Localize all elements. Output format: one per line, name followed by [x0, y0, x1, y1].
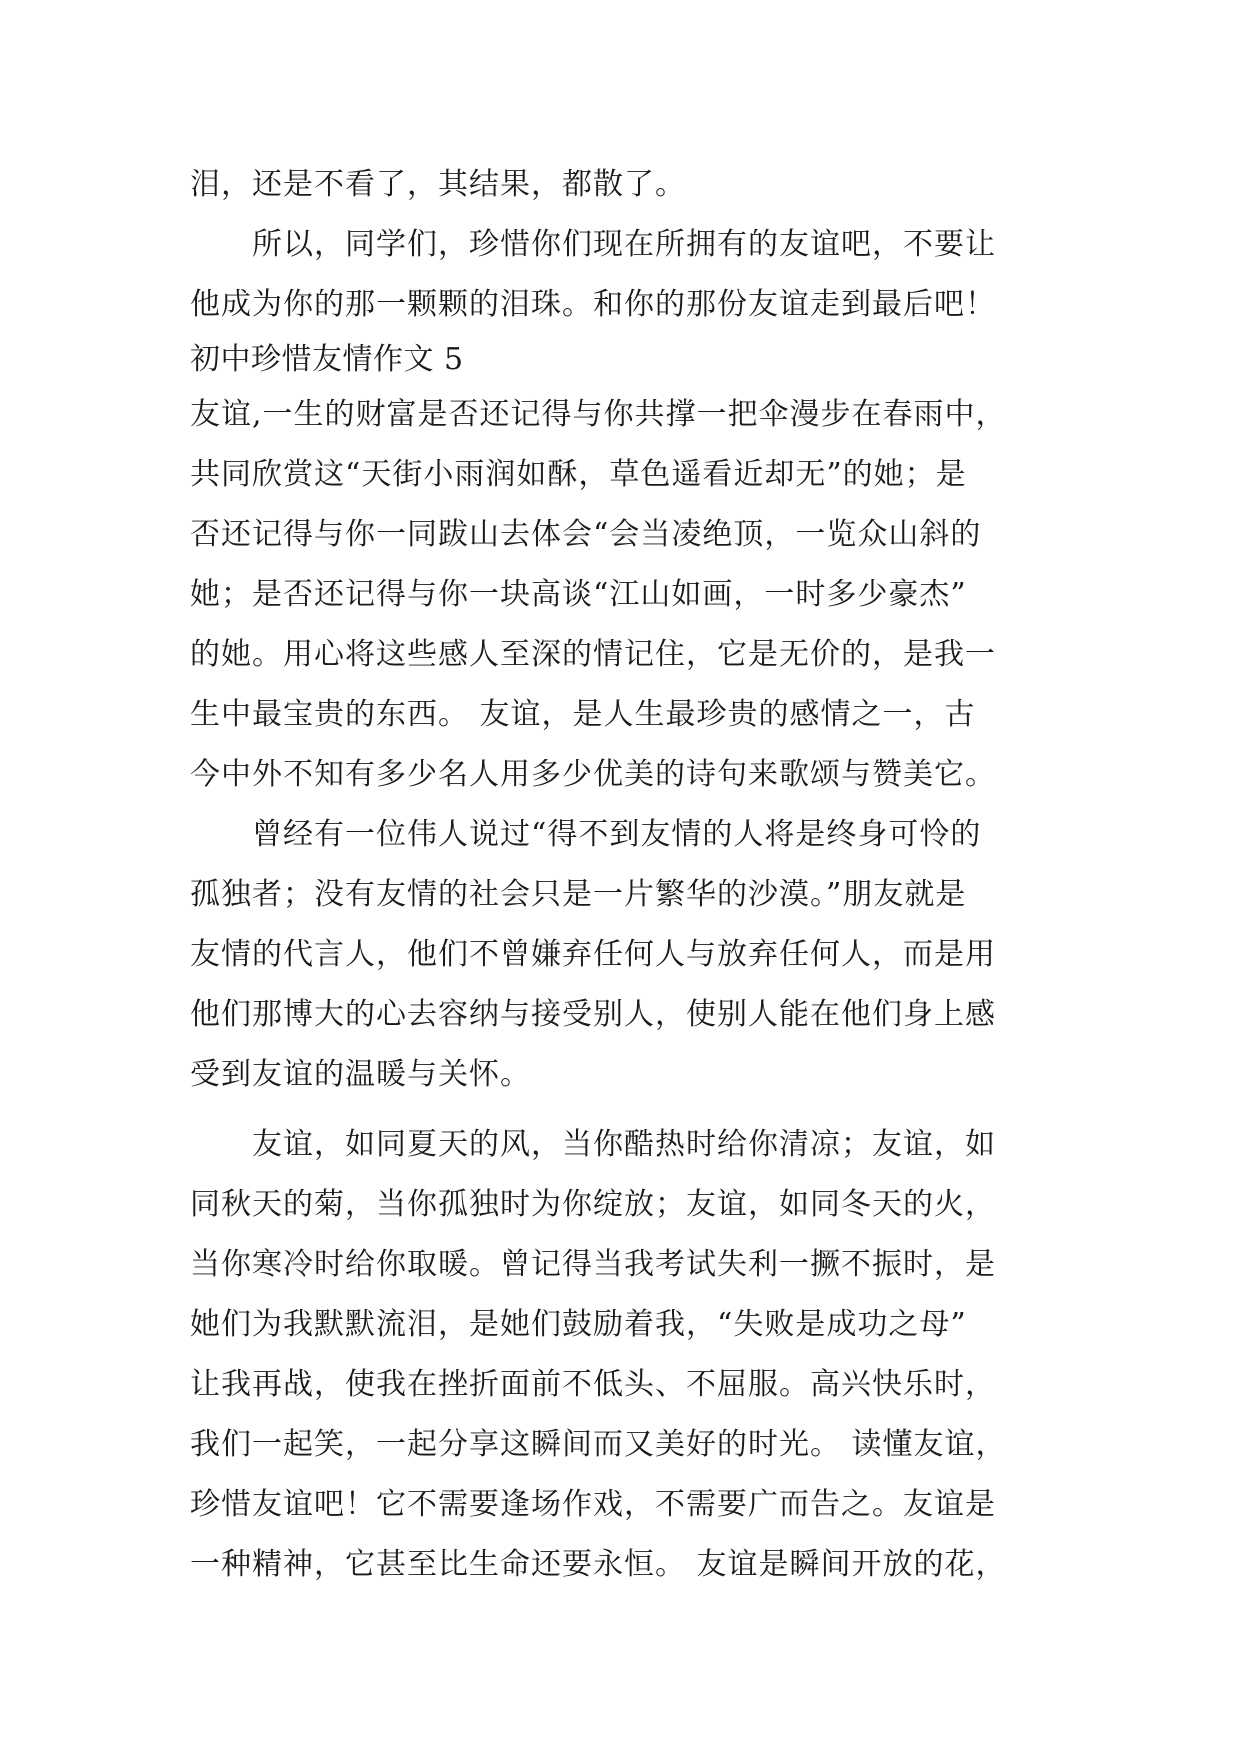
paragraph-line: 她；是否还记得与你一块高谈“江山如画，一时多少豪杰”: [190, 577, 967, 612]
paragraph-line: 今中外不知有多少名人用多少优美的诗句来歌颂与赞美它。: [190, 757, 996, 792]
paragraph-line: 珍惜友谊吧！它不需要逢场作戏，不需要广而告之。友谊是: [190, 1487, 996, 1522]
paragraph-line: 我们一起笑，一起分享这瞬间而又美好的时光。 读懂友谊，: [190, 1427, 1007, 1462]
paragraph-line: 共同欣赏这“天街小雨润如酥，草色遥看近却无”的她；是: [190, 457, 967, 492]
paragraph-line: 泪，还是不看了，其结果，都散了。: [190, 167, 686, 202]
paragraph-line: 当你寒冷时给你取暖。曾记得当我考试失利一撅不振时，是: [190, 1247, 996, 1282]
section-heading: 初中珍惜友情作文 5: [190, 342, 464, 377]
paragraph-line: 友情的代言人，他们不曾嫌弃任何人与放弃任何人，而是用: [190, 937, 996, 972]
paragraph-line: 曾经有一位伟人说过“得不到友情的人将是终身可怜的: [252, 817, 982, 852]
paragraph-line: 友谊,一生的财富是否还记得与你共撑一把伞漫步在春雨中，: [190, 397, 1007, 432]
paragraph-line: 生中最宝贵的东西。 友谊，是人生最珍贵的感情之一，古: [190, 697, 976, 732]
paragraph-line: 受到友谊的温暖与关怀。: [190, 1057, 531, 1092]
paragraph-line: 否还记得与你一同跋山去体会“会当凌绝顶，一览众山斜的: [190, 517, 982, 552]
paragraph-line: 的她。用心将这些感人至深的情记住，它是无价的，是我一: [190, 637, 996, 672]
paragraph-line: 他们那博大的心去容纳与接受别人，使别人能在他们身上感: [190, 997, 996, 1032]
paragraph-line: 让我再战，使我在挫折面前不低头、不屈服。高兴快乐时，: [190, 1367, 996, 1402]
paragraph-line: 一种精神，它甚至比生命还要永恒。 友谊是瞬间开放的花，: [190, 1547, 1007, 1582]
paragraph-line: 孤独者；没有友情的社会只是一片繁华的沙漠。”朋友就是: [190, 877, 967, 912]
paragraph-line: 他成为你的那一颗颗的泪珠。和你的那份友谊走到最后吧！: [190, 287, 996, 322]
paragraph-line: 她们为我默默流泪，是她们鼓励着我，“失败是成功之母”: [190, 1307, 967, 1342]
paragraph-line: 友谊，如同夏天的风，当你酷热时给你清凉；友谊，如: [252, 1127, 996, 1162]
paragraph-line: 所以，同学们，珍惜你们现在所拥有的友谊吧，不要让: [252, 227, 996, 262]
paragraph-line: 同秋天的菊，当你孤独时为你绽放；友谊，如同冬天的火，: [190, 1187, 996, 1222]
